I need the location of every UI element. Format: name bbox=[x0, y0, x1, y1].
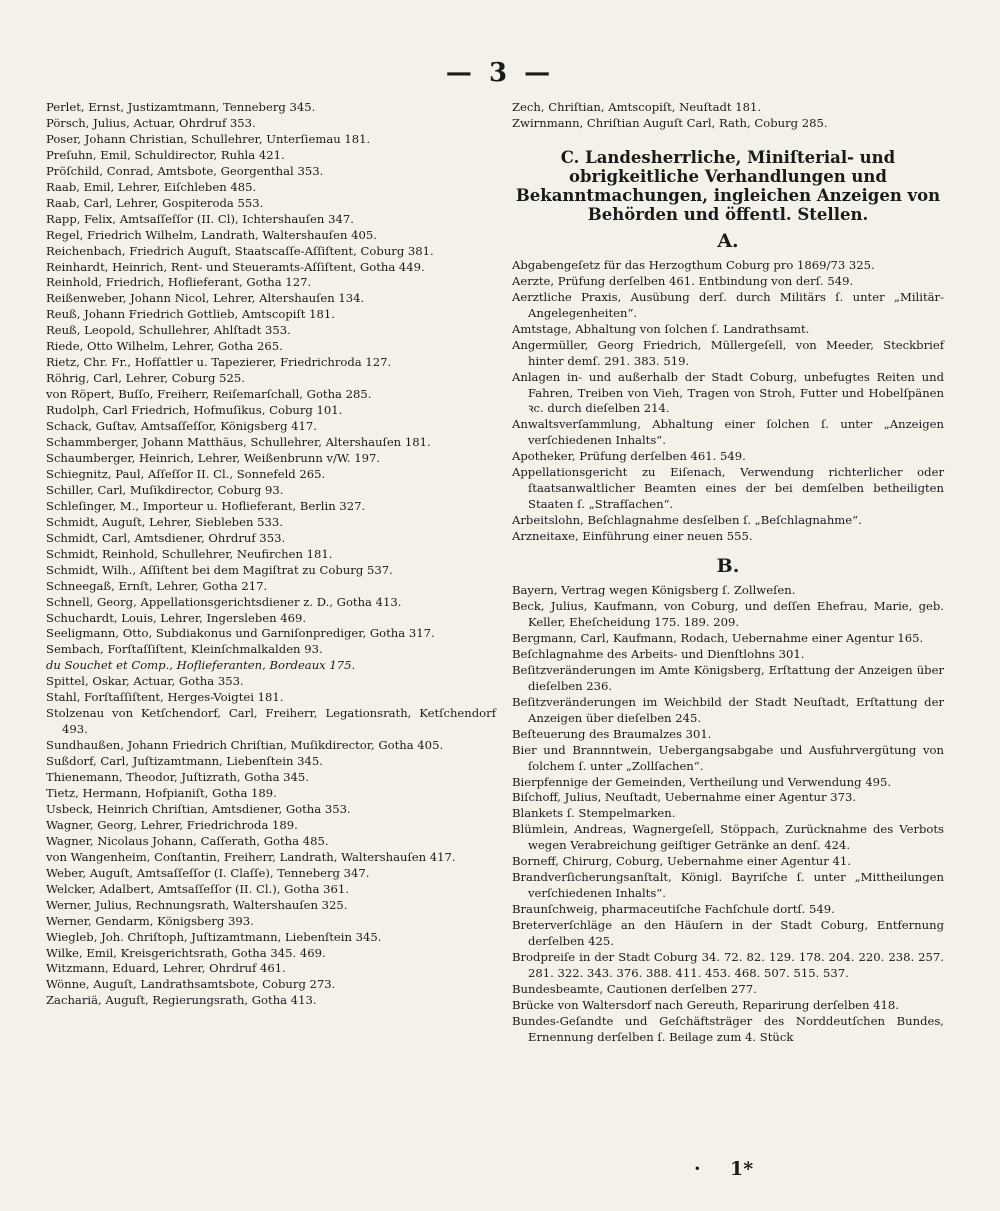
list-item: Usbeck, Heinrich Chriſtian, Amtsdiener, Gotha 353. bbox=[46, 801, 351, 816]
list-item: von Röpert, Buſſo, Freiherr, Reiſemarſchall, Gotha 285. bbox=[46, 387, 372, 402]
list-item: Bier und Brannntwein, Uebergangsabgabe und Ausfuhrvergütung von ſolchem ſ. unter „Zollſachen“. bbox=[512, 742, 944, 773]
list-item: Wiegleb, Joh. Chriſtoph, Juſtizamtmann, Liebenſtein 345. bbox=[46, 929, 382, 944]
list-item: Brandverſicherungsanſtalt, Königl. Bayriſche ſ. unter „Mittheilungen verſchiedenen Inhalts“. bbox=[512, 870, 944, 901]
letter-heading-a: A. bbox=[717, 229, 739, 252]
list-item: Reuß, Johann Friedrich Gottlieb, Amtscopiſt 181. bbox=[46, 307, 335, 322]
list-item: Beſitzveränderungen im Amte Königsberg, Erſtattung der Anzeigen über dieſelben 236. bbox=[512, 662, 944, 693]
list-item: Breterverſchläge an den Häuſern in der Stadt Coburg, Entfernung derſelben 425. bbox=[512, 918, 944, 949]
left-column bbox=[46, 100, 496, 1009]
list-item: Schuchardt, Louis, Lehrer, Ingersleben 469. bbox=[46, 610, 307, 625]
list-item: Reißenweber, Johann Nicol, Lehrer, Altershauſen 134. bbox=[46, 291, 365, 306]
list-item: Wagner, Nicolaus Johann, Caſſerath, Gotha 485. bbox=[46, 833, 329, 848]
list-item: Werner, Julius, Rechnungsrath, Waltershauſen 325. bbox=[46, 897, 348, 912]
list-item: Rapp, Felix, Amtsaſſeſſor (II. Cl), Ichtershauſen 347. bbox=[46, 211, 354, 226]
list-item: Angermüller, Georg Friedrich, Müllergeſell, von Meeder, Steckbrief hinter demſ. 291. 383. 519. bbox=[512, 337, 944, 368]
list-item: Sembach, Forſtaſſiſtent, Kleinſchmalkalden 93. bbox=[46, 642, 323, 657]
list-item: Beſchlagnahme des Arbeits- und Dienſtlohns 301. bbox=[512, 646, 805, 661]
list-item: Schleſinger, M., Importeur u. Hoflieferant, Berlin 327. bbox=[46, 498, 366, 513]
list-item: Blümlein, Andreas, Wagnergeſell, Stöppach, Zurücknahme des Verbots wegen Verabreichung geiſtiger Getränke an denſ. 424. bbox=[512, 822, 944, 853]
list-item: Pörsch, Julius, Actuar, Ohrdruf 353. bbox=[46, 115, 256, 130]
list-item: Stahl, Forſtaſſiſtent, Herges-Voigtei 181. bbox=[46, 690, 284, 705]
list-item: Schnell, Georg, Appellationsgerichtsdiener z. D., Gotha 413. bbox=[46, 594, 402, 609]
list-item: Beſitzveränderungen im Weichbild der Stadt Neuſtadt, Erſtattung der Anzeigen über dieſelben 245. bbox=[512, 694, 944, 725]
list-item: Regel, Friedrich Wilhelm, Landrath, Waltershauſen 405. bbox=[46, 227, 377, 242]
list-item: Appellationsgericht zu Eiſenach, Verwendung richterlicher oder ſtaatsanwaltlicher Beamten eines der bei demſelben betheiligten Staaten ſ. „Strafſachen“. bbox=[512, 465, 944, 512]
list-item: Wönne, Auguſt, Landrathsamtsbote, Coburg 273. bbox=[46, 977, 336, 992]
list-item: Werner, Gendarm, Königsberg 393. bbox=[46, 913, 254, 928]
list-item: Schammberger, Johann Matthäus, Schullehrer, Altershauſen 181. bbox=[46, 435, 431, 450]
list-item: Zwirnmann, Chriſtian Auguſt Carl, Rath, Coburg 285. bbox=[512, 115, 828, 130]
list-item: Zachariä, Auguſt, Regierungsrath, Gotha 413. bbox=[46, 993, 317, 1008]
list-item: Arbeitslohn, Beſchlagnahme desſelben ſ. „Beſchlagnahme“. bbox=[512, 513, 862, 528]
list-item: Raab, Emil, Lehrer, Eiſchleben 485. bbox=[46, 179, 257, 194]
list-item: Reichenbach, Friedrich Auguſt, Staatscaſſe-Aſſiſtent, Coburg 381. bbox=[46, 243, 434, 258]
list-item: Welcker, Adalbert, Amtsaſſeſſor (II. Cl.), Gotha 361. bbox=[46, 881, 349, 896]
list-item: Bundes-Geſandte und Geſchäftsträger des Norddeutſchen Bundes, Ernennung derſelben ſ. Beilage zum 4. Stück bbox=[512, 1013, 944, 1044]
list-item: Schmidt, Auguſt, Lehrer, Siebleben 533. bbox=[46, 514, 283, 529]
section-title: C. Landesherrliche, Miniſterial- und obrigkeitliche Verhandlungen und Bekanntmachungen, ingleichen Anzeigen von Behörden und öffentl. Stellen. bbox=[515, 147, 941, 224]
list-item: Riede, Otto Wilhelm, Lehrer, Gotha 265. bbox=[46, 339, 283, 354]
list-item: Reuß, Leopold, Schullehrer, Ahlſtadt 353. bbox=[46, 323, 291, 338]
list-item: Aerztliche Praxis, Ausübung derſ. durch Militärs ſ. unter „Militär-Angelegenheiten“. bbox=[512, 289, 944, 320]
list-item: von Wangenheim, Conſtantin, Freiherr, Landrath, Waltershauſen 417. bbox=[46, 849, 456, 864]
list-item: Bayern, Vertrag wegen Königsberg ſ. Zollweſen. bbox=[512, 583, 796, 598]
list-item: Thienemann, Theodor, Juſtizrath, Gotha 345. bbox=[46, 770, 309, 785]
list-item: Poser, Johann Christian, Schullehrer, Unterſiemau 181. bbox=[46, 131, 371, 146]
list-item: Weber, Auguſt, Amtsaſſeſſor (I. Claſſe), Tenneberg 347. bbox=[46, 865, 370, 880]
list-item: Reinhardt, Heinrich, Rent- und Steueramts-Aſſiſtent, Gotha 449. bbox=[46, 259, 425, 274]
list-item: Amtstage, Abhaltung von ſolchen ſ. Landrathsamt. bbox=[512, 321, 810, 336]
list-item: Spittel, Oskar, Actuar, Gotha 353. bbox=[46, 674, 244, 689]
list-item: Bergmann, Carl, Kaufmann, Rodach, Uebernahme einer Agentur 165. bbox=[512, 630, 924, 645]
list-item: Preſuhn, Emil, Schuldirector, Ruhla 421. bbox=[46, 147, 285, 162]
list-item: Schiegnitz, Paul, Aſſeſſor II. Cl., Sonnefeld 265. bbox=[46, 466, 326, 481]
right-column bbox=[512, 100, 944, 1046]
list-item: Aerzte, Prüfung derſelben 461. Entbindung von derſ. 549. bbox=[512, 273, 854, 288]
page-number: — 3 — bbox=[445, 58, 555, 88]
list-item: Borneff, Chirurg, Coburg, Uebernahme einer Agentur 41. bbox=[512, 854, 851, 869]
list-item: Brücke von Waltersdorf nach Gereuth, Reparirung derſelben 418. bbox=[512, 997, 899, 1012]
list-item: Rietz, Chr. Fr., Hofſattler u. Tapezierer, Friedrichroda 127. bbox=[46, 355, 392, 370]
list-item: Biſchoff, Julius, Neuſtadt, Uebernahme einer Agentur 373. bbox=[512, 790, 857, 805]
letter-heading-b: B. bbox=[716, 555, 740, 578]
list-item: Braunſchweig, pharmaceutiſche Fachſchule dortſ. 549. bbox=[512, 902, 835, 917]
list-item: Brodpreiſe in der Stadt Coburg 34. 72. 82. 129. 178. 204. 220. 238. 257. 281. 322. 343. 376. 388. 411. 453. 468. 507. 515. 537. bbox=[512, 949, 944, 980]
list-item: Seeligmann, Otto, Subdiakonus und Garniſonprediger, Gotha 317. bbox=[46, 626, 435, 641]
list-item: Rudolph, Carl Friedrich, Hofmuſikus, Coburg 101. bbox=[46, 403, 343, 418]
list-item: Schneegaß, Ernſt, Lehrer, Gotha 217. bbox=[46, 578, 268, 593]
list-item: Beck, Julius, Kaufmann, von Coburg, und deſſen Ehefrau, Marie, geb. Keller, Eheſcheidung 175. 189. 209. bbox=[512, 599, 944, 629]
list-item: Wagner, Georg, Lehrer, Friedrichroda 189. bbox=[46, 817, 298, 832]
signature-mark: 1* bbox=[730, 1158, 754, 1180]
list-item: Schack, Guſtav, Amtsaſſeſſor, Königsberg 417. bbox=[46, 419, 317, 434]
list-item: Arzneitaxe, Einführung einer neuen 555. bbox=[512, 529, 753, 544]
list-item: Abgabengeſetz für das Herzogthum Coburg pro 1869/73 325. bbox=[512, 257, 875, 272]
list-item: du Souchet et Comp., Hoflieferanten, Bordeaux 175. bbox=[46, 658, 356, 673]
list-item: Pröſchild, Conrad, Amtsbote, Georgenthal 353. bbox=[46, 163, 324, 178]
list-item: Zech, Chriſtian, Amtscopiſt, Neuſtadt 181. bbox=[512, 100, 762, 114]
list-item: Sundhaußen, Johann Friedrich Chriſtian, Muſikdirector, Gotha 405. bbox=[46, 738, 444, 753]
list-item: Raab, Carl, Lehrer, Gospiteroda 553. bbox=[46, 195, 264, 210]
list-item: Schmidt, Carl, Amtsdiener, Ohrdruf 353. bbox=[46, 530, 286, 545]
list-item: Blankets ſ. Stempelmarken. bbox=[512, 806, 676, 821]
list-item: Reinhold, Friedrich, Hoflieferant, Gotha 127. bbox=[46, 275, 312, 290]
list-item: Wilke, Emil, Kreisgerichtsrath, Gotha 345. 469. bbox=[46, 945, 326, 960]
list-item: Schmidt, Reinhold, Schullehrer, Neufirchen 181. bbox=[46, 546, 333, 561]
list-item: Röhrig, Carl, Lehrer, Coburg 525. bbox=[46, 371, 245, 386]
list-item: Beſteuerung des Braumalzes 301. bbox=[512, 726, 712, 741]
list-item: Schmidt, Wilh., Aſſiſtent bei dem Magiſtrat zu Coburg 537. bbox=[46, 562, 393, 577]
list-item: Witzmann, Eduard, Lehrer, Ohrdruf 461. bbox=[46, 961, 286, 976]
list-item: Perlet, Ernst, Justizamtmann, Tenneberg 345. bbox=[46, 100, 316, 114]
list-item: Apotheker, Prüfung derſelben 461. 549. bbox=[512, 449, 746, 464]
list-item: Anwaltsverſammlung, Abhaltung einer ſolchen ſ. unter „Anzeigen verſchiedenen Inhalts“. bbox=[512, 417, 944, 448]
list-item: Bierpfennige der Gemeinden, Vertheilung und Verwendung 495. bbox=[512, 774, 892, 789]
list-item: Bundesbeamte, Cautionen derſelben 277. bbox=[512, 981, 757, 996]
list-item: Tietz, Hermann, Hofpianiſt, Gotha 189. bbox=[46, 785, 277, 800]
list-item: Schaumberger, Heinrich, Lehrer, Weißenbrunn v/W. 197. bbox=[46, 450, 381, 465]
list-item: Anlagen in- und außerhalb der Stadt Coburg, unbefugtes Reiten und Fahren, Treiben von Vieh, Tragen von Stroh, Futter und Hobelſpänen ꝛc. durch dieſelben 214. bbox=[512, 369, 944, 416]
footer-dot: · bbox=[694, 1158, 701, 1180]
list-item: Sußdorf, Carl, Juſtizamtmann, Liebenſtein 345. bbox=[46, 754, 323, 769]
list-item: Schiller, Carl, Muſikdirector, Coburg 93. bbox=[46, 482, 284, 497]
list-item: Stolzenau von Ketſchendorf, Carl, Freiherr, Legationsrath, Ketſchendorf 493. bbox=[46, 706, 496, 737]
